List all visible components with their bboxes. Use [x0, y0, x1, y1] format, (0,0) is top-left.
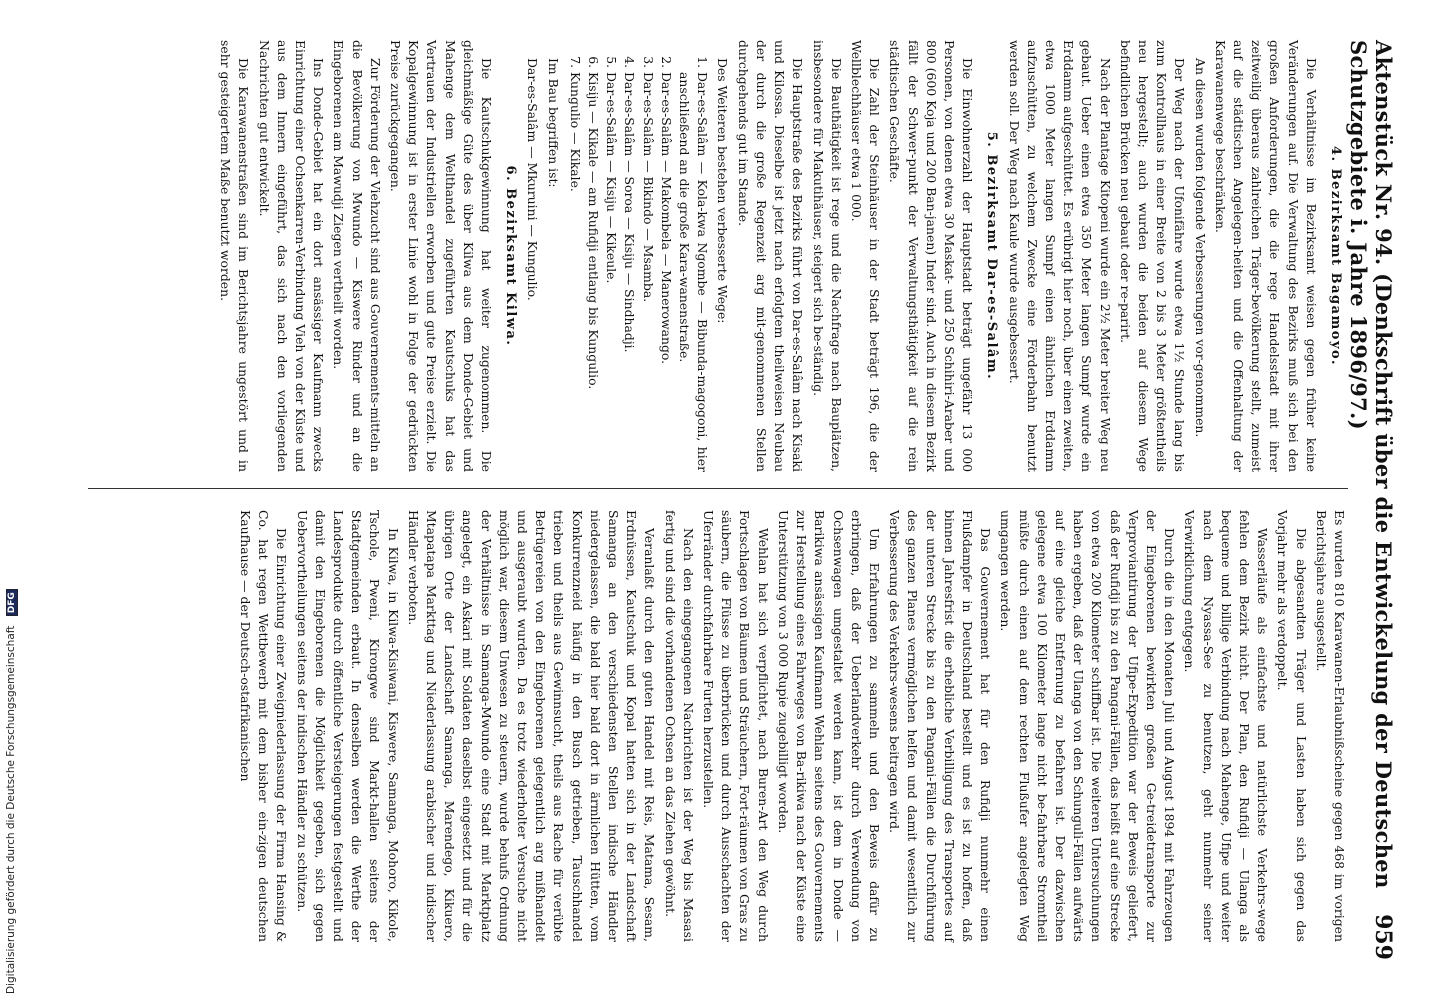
paragraph: Die Einrichtung einer Zweigniederlassung der Firma Hansing & Co. hat regen Wettbewerb mit dem bisher ein-zigen deutschen Kaufhause — der Deutsch-ostafrikanischen	[238, 510, 290, 942]
column-divider	[88, 488, 1348, 489]
page-header	[1346, 40, 1396, 960]
paragraph: Wehlan hat sich verpflichtet, nach Buren-Art den Weg durch Fortschlagen von Bäumen und Sträuchern, Fort-räumen von Gras zu säubern, die Flüsse zu überbrücken und durch Ausschachten der Uferränder durchfahrbare Furten herzustellen.	[701, 510, 771, 942]
paragraph: Die abgesandten Träger und Lasten haben sich gegen das Vorjahr mehr als verdoppelt.	[1275, 510, 1309, 942]
paragraph: Die Bauthätigkeit ist rege und die Nachfrage nach Bauplätzen, insbesondere für Makutihäuser, steigert sich be-ständig.	[810, 40, 844, 472]
paragraph: Nach den eingegangenen Nachrichten ist der Weg bis Masasi fertig und sind die vorhandenen Ochsen an das Ziehen gewöhnt.	[662, 510, 696, 942]
paragraph: Dar-es-Salâm — Mkuruini — Kungulio.	[525, 58, 541, 301]
paragraph: Die Kautschukgewinnung hat weiter zugenommen. Die gleichmäßige Güte des über Kilwa aus dem Donde-Gebiet und Mahenge dem Welthandel zugeführten Kautschuks hat das Vertrauen der Industriellen erworben und gute Preise erzielt. Die Kopalgewinnung ist in erster Linie wohl in Folge der gedrückten Preise zurückgegangen.	[388, 40, 495, 472]
list-item: 3. Dar-es-Salâm — Bikindo — Msamba.	[638, 72, 656, 472]
dfg-logo: DFG	[6, 589, 18, 616]
paragraph: Die Karawanenstraßen sind im Berichtsjahre ungestört und in sehr gesteigertem Maße benutzt worden.	[218, 40, 252, 472]
section-heading-kilwa: 6. Bezirksamt Kilwa.	[503, 165, 519, 347]
list-item: 5. Dar-es-Salâm — Kisiju — Kikeule.	[602, 72, 620, 472]
paragraph: Der Weg nach der Ufonifähre wurde etwa 1½ Stunde lang bis zum Kontrollhaus in einer Breite von 2 bis 3 Meter größtentheils neu hergestellt; auch wurden die beiden auf diesem Wege befindlichen Brücken neu gebaut oder re-parirt.	[1117, 40, 1188, 472]
section-heading-dar-es-salam: 5. Bezirksamt Dar-es-Salâm.	[984, 131, 1000, 381]
paragraph: In Kilwa, in Kilwa-Kisiwani, Kiswere, Samanga, Mohoro, Kikole, Tschole, Pweni, Kirongwe sind Markt-hallen seitens der Stadtgemeinden erbaut. In denselben werden die Werthe der Landesprodukte durch öffentliche Versteigerungen festgestellt und damit den Eingeborenen die Möglichkeit gegeben, sich gegen Uebervortheilungen seitens der indischen Händler zu schützen.	[294, 510, 401, 942]
left-column	[214, 40, 1348, 472]
digitization-credit	[4, 4, 20, 994]
road-list	[566, 40, 712, 472]
paragraph: Durch die in den Monaten Juli und August 1894 mit Fahrzeugen der Eingeborenen bewirkten großen Ge-treidetransporte zur Verproviantirung der Ufipe-Expedition war der Beweis geliefert, daß der Rufidji bis zu den Pangani-Fällen, das heißt auf eine Strecke von etwa 200 Kilometer schiffbar ist. Die weiteren Untersuchungen haben ergeben, daß der Ulanga von den Schunguli-Fällen aufwärts auf eine gleiche Entfernung zu befahren ist. Der dazwischen gelegene etwa 100 Kilometer lange nicht be-fahrbare Stromtheil müßte durch einen auf dem rechten Flußufer angelegten Weg umgangen werden.	[998, 510, 1178, 942]
section-heading-bagamoyo: 4. Bezirksamt Bagamoyo.	[1328, 146, 1343, 366]
credit-text: Digitalisierung gefördert durch die Deutsche Forschungsgemeinschaft	[5, 625, 17, 994]
paragraph: Zur Förderung der Viehzucht sind aus Gouvernements-mitteln an die Bevölkerung von Mwundo — Kiswere Rinder und an die Eingeborenen am Mawudji Ziegen vertheilt worden.	[331, 40, 383, 472]
list-item: 1. Dar-es-Salâm — Kola-kwa Ngombe — Bibunda-magogoni, hier anschließend an die große Kara-wanenstraße.	[675, 72, 711, 472]
paragraph: Ins Donde-Gebiet hat ein dort ansässiger Kaufmann zwecks Einrichtung einer Ochsenkarren-Verbindung Vieh von der Küste und aus dem Innern eingeführt, das sich nach den vorliegenden Nachrichten gut entwickelt.	[256, 40, 327, 472]
paragraph: Wasserläufe als einfachste und natürlichste Verkehrs-wege fehlen dem Bezirk nicht. Der Plan, den Rufidji — Ulanga als bequeme und billige Verbindung nach Mahenge, Ufipe und weiter nach dem Nyassa-See zu benutzen, geht nunmehr seiner Verwirklichung entgegen.	[1182, 510, 1271, 942]
paragraph: Die Verhältnisse im Bezirksamt weisen gegen früher keine Veränderungen auf. Die Verwaltung des Bezirks muß sich bei den großen Anforderungen, die die rege Handelsstadt mit ihrer zeitweilig überaus zahlreichen Träger-bevölkerung stellt, zumeist auf die städtischen Angelegen-heiten und die Offenhaltung der Karawanenwege beschränken.	[1212, 40, 1319, 472]
page-number: 959	[1370, 914, 1396, 960]
page-title: Aktenstück Nr. 94. (Denkschrift über die Entwickelung der Deutschen Schutzgebiete i. Jahre 1896/97.)	[1346, 40, 1396, 889]
paragraph: Es wurden 810 Karawanen-Erlaubnißscheine gegen 468 im vorigen Berichtsjahre ausgestellt.	[1313, 510, 1347, 942]
list-item: 4. Dar-es-Salâm — Soroa — Kisiju — Sindhadji.	[620, 72, 638, 472]
list-item: 2. Dar-es-Salâm — Makombela — Manerowango.	[657, 72, 675, 472]
paragraph: Um Erfahrungen zu sammeln und den Beweis dafür zu erbringen, daß der Ueberlandverkehr durch Verwendung von Ochsenwagen umgestaltet werden kann, ist dem in Donde — Barikiwa ansässigen Kaufmann Wehlan seitens des Gouvernements zur Herstellung eines Fahrweges von Ba-rikiwa nach der Küste eine Unterstützung von 3 000 Rupie zugebilligt worden.	[775, 510, 882, 942]
paragraph: Die Einwohnerzahl der Hauptstadt beträgt ungefähr 13 000 Personen, von denen etwa 30 Maskat- und 250 Schihiri-Araber und 800 (600 Koja und 200 Ban-janen) Inder sind. Auch in diesem Bezirk fällt der Schwer-punkt der Verwaltungsthätigkeit auf die rein städtischen Geschäfte.	[887, 40, 976, 472]
paragraph: Das Gouvernement hat für den Rufidji nunmehr einen Flußdampfer in Deutschland bestellt und es ist zu hoffen, daß binnen Jahresfrist die erhebliche Verbilligung des Transportes auf der unteren Strecke bis zu den Pangani-Fällen die Durchführung des ganzen Planes vermöglichen helfen und damit wesentlich zur Verbesserung des Verkehrs-wesens beitragen wird.	[887, 510, 994, 942]
list-item: 6. Kisiju — Kikale — am Rufidji entlang bis Kungulio.	[584, 72, 602, 472]
right-column	[234, 510, 1348, 942]
paragraph: Die Zahl der Steinhäuser in der Stadt beträgt 196, die der Wellblechhäuser etwa 1 000.	[848, 40, 883, 472]
paragraph: Die Hauptstraße des Bezirks führt von Dar-es-Salâm nach Kisaki und Kilossa. Dieselbe ist jetzt nach erfolgtem theilweisen Neubau der durch die große Regenzeit arg mit-genommenen Stellen durchgehends gut im Stande.	[735, 40, 806, 472]
paragraph: Nach der Plantage Kitopeni wurde ein 2½ Meter breiter Weg neu gebaut. Ueber einen etwa 350 Meter langen Sumpf wurde ein Erddamm aufgeschüttet. Es erübrigt hier noch, über einen zweiten, etwa 1000 Meter langen Sumpf einen ähnlichen Erddamm aufzuschütten, zu welchem Zwecke eine Förderbahn benutzt werden soll. Der Weg nach Kaule wurde ausgebessert.	[1006, 40, 1113, 472]
paragraph: Des Weiteren bestehen verbesserte Wege:	[715, 58, 731, 324]
paragraph: Veranlaßt durch den guten Handel mit Reis, Matama, Sesam, Erdnüssen, Kautschuk und Kopal hatten sich in der Landschaft Samanga an den verschiedensten Stellen indische Händler niedergelassen, die bald hier bald dort in ärmlichen Hütten, vom Konkurrenzneid häufig in den Busch getrieben, Tauschhandel trieben und theils aus Gewinnsucht, theils aus Rache für verübte Betrügereien von den Eingeborenen gelegentlich arg mißhandelt und ausgeraubt wurden. Da es trotz wiederholter Versuche nicht möglich war, diesem Unwesen zu steuern, wurde behufs Ordnung der Verhältnisse in Samanga-Mwundo eine Stadt mit Marktplatz angelegt, ein Askari mit Soldaten daselbst eingesetzt und für die übrigen Orte der Landschaft Samanga, Marendego, Kikuero, Mtapatapa Markttag und Niederlassung arabischer und indischer Händler verboten.	[405, 510, 658, 942]
list-item: 7. Kungulio — Kikale.	[566, 72, 584, 472]
paragraph: An diesen wurden folgende Verbesserungen vor-genommen.	[1192, 58, 1208, 438]
paragraph: Im Bau begriffen ist:	[545, 58, 561, 188]
